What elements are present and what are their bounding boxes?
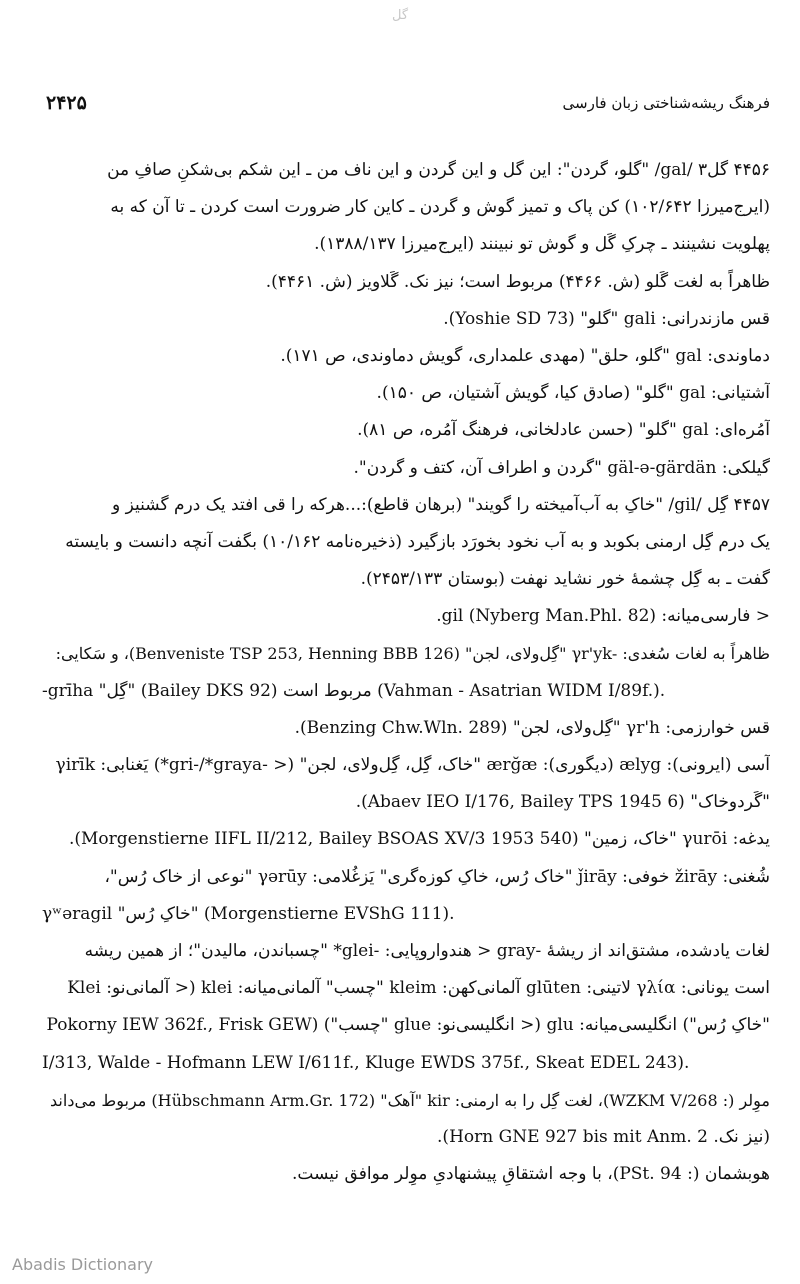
entry-4456-line-7: آشتیانی: gal "گلو" (صادق کیا، گویش آشتیان، ص ۱۵۰). [376, 383, 770, 404]
entry-4457-line-2: یک درم گِل ارمنی بکوبد و به آب نخود بخورَد بازگیرد (ذخیره‌نامه ۱۰/۱۶۲) بگفت آنچه دانست و بایسته [65, 531, 770, 552]
entry-4457-line-7: قس خوارزمی: γr'h "گِل‌ولای، لجن" (Benzing Chw.Wln. 289). [294, 717, 770, 738]
entry-4457-line-11: شُغنی: žirāy خوفی: ǰirāy "خاک رُس، خاکِ کوزه‌گری" یَزغُلامی: γərūy "نوعی از خاک رُس"، [104, 866, 770, 887]
entry-4457-line-10: یدغه: γurōi "خاک، زمین" (Morgenstierne IIFL II/212, Bailey BSOAS XV/3 1953 540). [68, 829, 770, 850]
entry-4456-line-8: آمُره‌ای: gal "گلو" (حسن عادلخانی، فرهنگ آمُره، ص ۸۱). [357, 420, 770, 441]
entry-4456-line-3: پهلویت نشینند ـ چرکِ گَل و گوش تو نبینند (ایرج‌میرزا ۱۳۸۸/۱۳۷). [314, 234, 770, 255]
entry-4457-line-18: (نیز نک. Horn GNE 927 bis mit Anm. 2). [437, 1126, 770, 1147]
page-header [46, 92, 770, 120]
dictionary-entries [42, 152, 770, 1193]
watermark: گل [391, 8, 409, 23]
entry-4457-line-6: -grīha "گِل" (Bailey DKS 92) مربوط است (Vahman - Asatrian WIDM I/89f.). [42, 680, 666, 701]
entry-4456-line-6: دماوندی: gal "گلو، حلق" (مهدی علمداری، گویش دماوندی، ص ۱۷۱). [280, 345, 770, 366]
entry-4456-line-5: قس مازندرانی: gali "گلو" (Yoshie SD 73). [443, 308, 770, 329]
entry-4457-line-9: "گَردوخاک" (Abaev IEO I/176, Bailey TPS 1945 6). [355, 792, 770, 813]
entry-4457-line-13: لغات یادشده، مشتق‌اند از ریشهٔ -gray < هندواروپایی: -glei* "چسباندن، مالیدن"؛ از همین ریشه [84, 940, 770, 961]
site-logo: Abadis Dictionary [12, 1255, 153, 1274]
entry-4456-line-1: ۴۴۵۶ گل۳ /gal/ "گلو، گردن": این گل و این گردن و این ناف من ـ این شکم بی‌شکنِ صافِ من [107, 160, 770, 180]
entry-4457-line-17: موِلر (: WZKM V/268)، لغت گِل را به ارمنی: kir "آهک" (Hübschmann Arm.Gr. 172) مربوط می‌داند [50, 1090, 770, 1110]
entry-4457-line-8: آسی (ایرونی): ælyg (دیگوری): ærğæ "خاک، گِل، گِل‌ولای، لجن" (< -gri-/*graya*) یَغنابی: γirīk [55, 755, 770, 775]
page-number: ۲۴۲۵ [46, 92, 87, 114]
entry-4457-line-4: < فارسی‌میانه: gil (Nyberg Man.Phl. 82). [436, 606, 770, 627]
entry-4457-line-15: "خاکِ رُس") انگلیسی‌میانه: glu (< انگلیسی‌نو: glue "چسب") (Pokorny IEW 362f., Frisk GEW [46, 1015, 770, 1036]
entry-4457-line-16: I/313, Walde - Hofmann LEW I/611f., Kluge EWDS 375f., Skeat EDEL 243). [42, 1052, 690, 1073]
entry-4457-line-3: گفت ـ به گِل چشمهٔ خور نشاید نهفت (بوستان ۲۴۵۳/۱۳۳). [360, 569, 770, 590]
entry-4457-line-14: است یونانی: γλία لاتینی: glūten آلمانی‌کهن: kleim "چسب" آلمانی‌میانه: klei (< آلمانی‌نو: Klei [67, 978, 770, 999]
entry-4456-line-2: (ایرج‌میرزا ۱۰۲/۶۴۲) کن پاک و تمیز گوش و گردن ـ کاین کار ضرورت است کردن ـ تا آن که به [110, 197, 770, 218]
entry-4457-line-19: هوبشمان (: PSt. 94)، با وجه اشتقاقِ پیشنهادیِ موِلر موافق نیست. [292, 1164, 770, 1185]
entry-4457-line-5: ظاهراً به لغات سُغدی: -γr'yk "گِل‌ولای، لجن" (Benveniste TSP 253, Henning BBB 126)، و سَکایی: [55, 644, 770, 664]
entry-4456-line-4: ظاهراً به لغت گَلو (ش. ۴۴۶۶) مربوط است؛ نیز نک. گَلاویز (ش. ۴۴۶۱). [265, 271, 770, 292]
entry-4456-line-9: گیلکی: gäl-ə-gärdän "گردن و اطراف آن، کتف و گردن". [353, 457, 770, 478]
book-title: فرهنگ ریشه‌شناختی زبان فارسی [562, 94, 770, 112]
entry-4457-line-12: γʷəragil "خاکِ رُس" (Morgenstierne EVShG 111). [42, 903, 455, 924]
entry-4457-line-1: ۴۴۵۷ گِل /gil/ "خاکِ به آب‌آمیخته را گویند" (برهان قاطع):...هرکه را قی افتد یک درم گشنیز و [112, 494, 770, 515]
